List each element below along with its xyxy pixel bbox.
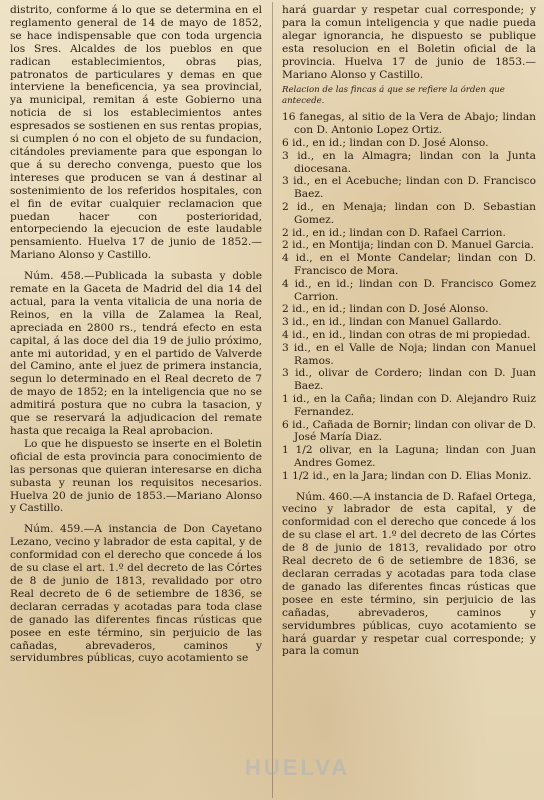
finca-item: 2 id., en id.; lindan con D. José Alonso. — [282, 303, 489, 316]
finca-item: 1 1/2 olivar, en la Laguna; lindan con Juan Andres Gomez. — [282, 444, 536, 469]
finca-item: 4 id., en id.; lindan con D. Francisco Gomez Carrion. — [282, 277, 536, 303]
finca-item: 1 id., en la Caña; lindan con D. Alejandro Ruiz Fernandez. — [282, 392, 536, 418]
finca-item: 6 id., en id.; lindan con D. José Alonso. — [282, 137, 489, 150]
fincas-heading: Relacion de las fincas á que se refiere la órden que antecede. — [282, 85, 505, 106]
finca-item: 2 id., en id.; lindan con D. Rafael Carrion. — [282, 226, 506, 239]
finca-item: 2 id., en Menaja; lindan con D. Sebastian Gomez. — [282, 201, 536, 226]
finca-item: 4 id., en el Monte Candelar; lindan con D. Francisco de Mora. — [282, 252, 536, 277]
finca-item: 4 id., en id., lindan con otras de mi propiedad. — [282, 328, 531, 341]
finca-item: 3 id., en id., lindan con Manuel Gallardo. — [282, 316, 502, 329]
finca-item: 3 id., en el Acebuche; lindan con D. Francisco Baez. — [282, 175, 536, 201]
finca-item: 2 id., en Montija; lindan con D. Manuel Garcia. — [282, 239, 534, 252]
finca-item: 16 fanegas, al sitio de la Vera de Abajo; lindan con D. Antonio Lopez Ortiz. — [282, 111, 536, 137]
notice-458-publication: Lo que he dispuesto se inserte en el Boletin oficial de esta provincia para conocimiento de las personas que quieran interesarse en dicha subasta y reunan los requisitos necesarios. Huelva 20 de junio de 1853.—Mariano Alonso y Castillo. — [10, 437, 262, 515]
finca-item: 3 id., en la Almagra; lindan con la Junta diocesana. — [282, 149, 536, 175]
notice-460: Núm. 460.—A instancia de D. Rafael Ortega, vecino y labrador de esta capital, y de conformidad con el derecho que concede á los de su clase el art. 1.º del decreto de las Córtes de 8 de junio de 1813, revalidado por otro Real decreto de 6 de setiembre de 1836, se declaran cerradas y acotadas para toda clase de ganado las diferentes fincas rústicas que posee en este término, sin perjuicio de las cañadas, abrevaderos, caminos y servidumbres públicas, cuyo acotamiento se hará guardar y respetar cual corresponde; y para la comun — [282, 490, 536, 658]
finca-item: 1 1/2 id., en la Jara; lindan con D. Elias Moniz. — [282, 469, 532, 482]
notice-459: Núm. 459.—A instancia de Don Cayetano Lezano, vecino y labrador de esta capital, y de conformidad con el derecho que concede á los de su clase el art. 1.º del decreto de las Córtes de 8 de junio de 1813, revalidado por otro Real decreto de 6 de setiembre de 1836, se declaran cerradas y acotadas para toda clase de ganado las diferentes fincas rústicas que posee en este término, sin perjuicio de las cañadas, abrevaderos, caminos y servidumbres públicas, cuyo acotamiento se — [10, 523, 262, 665]
finca-item: 3 id., olivar de Cordero; lindan con D. Juan Baez. — [282, 367, 536, 393]
finca-item: 6 id., Cañada de Bornir; lindan con olivar de D. José María Diaz. — [282, 418, 536, 444]
notice-458: Núm. 458.—Publicada la subasta y doble remate en la Gaceta de Madrid del dia 14 del actual, para la venta vitalicia de una noria de Reinos, en la villa de Zalamea la Real, apreciada en 2800 rs., tendrá efecto en esta capital, á las doce del dia 19 de julio próximo, ante mi autoridad, y en el partido de Valverde del Camino, ante el juez de primera instancia, segun lo determinado en el Real decreto de 7 de mayo de 1852; en la inteligencia que no se admitirá postura que no cubra la tasacion, y que se reservará la adjudicacion del remate hasta que recaiga la Real aprobacion. — [10, 270, 262, 437]
left-column — [10, 4, 262, 665]
finca-item: 3 id., en el Valle de Noja; lindan con Manuel Ramos. — [282, 341, 536, 367]
column-divider — [272, 2, 273, 798]
watermark: HUELVA — [245, 755, 351, 780]
notice-459-continuation: hará guardar y respetar cual corresponde; y para la comun inteligencia y que nadie pueda alegar ignorancia, he dispuesto se publique esta resolucion en el Boletin oficial de la provincia. Huelva 17 de junio de 1853.—Mariano Alonso y Castillo. — [282, 4, 536, 81]
right-column — [282, 4, 536, 658]
fincas-list — [282, 111, 536, 482]
notice-continuation: distrito, conforme á lo que se determina en el reglamento general de 14 de mayo de 1852, se hace indispensable que con toda urgencia los Sres. Alcaldes de los pueblos en que radican establecimientos, obras pias, patronatos de particulares y demas en que interviene la beneficencia, ya sea provincial, ya municipal, remitan á este Gobierno una noticia de si los establecimientos antes espresados se sostienen en sus rentas propias, si cumplen ó no con el objeto de su fundacion, citándoles previamente para que espongan lo que á su derecho convenga, puesto que los intereses que producen se van á destinar al sostenimiento de los referidos hospitales, con el fin de evitar cualquier reclamacion que puedan hacer con posterioridad, entorpeciendo la ejecucion de este laudable pensamiento. Huelva 17 de junio de 1852.—Mariano Alonso y Castillo. — [10, 4, 262, 262]
